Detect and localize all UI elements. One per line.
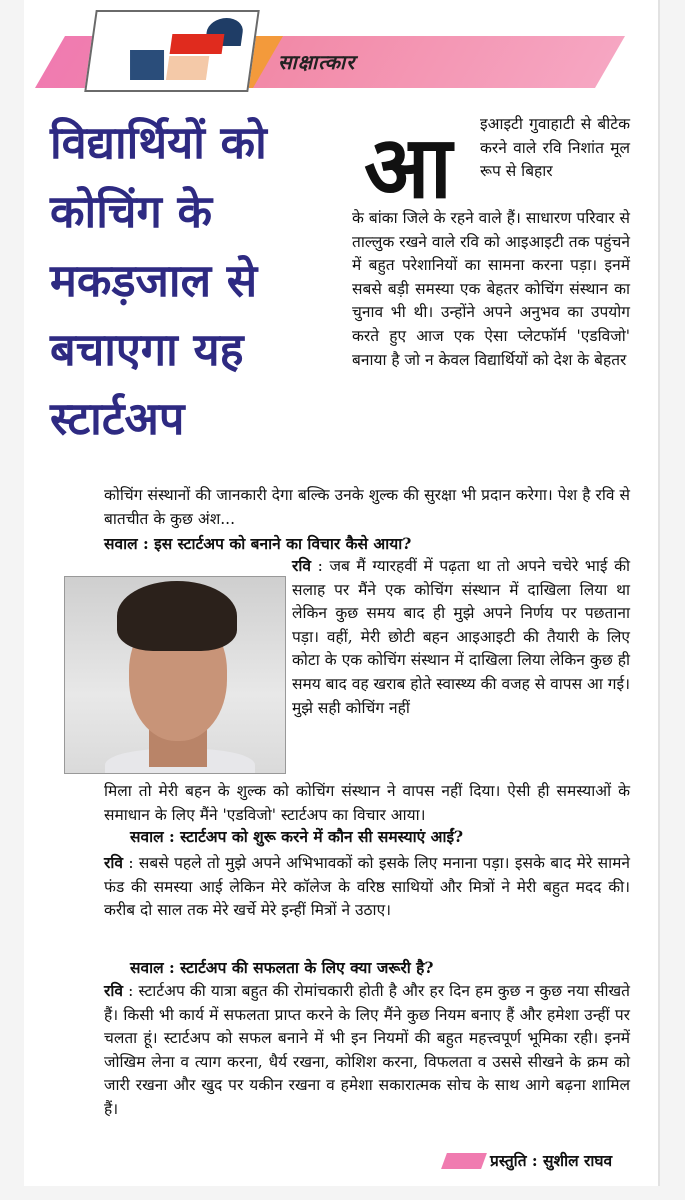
logo-shape [170,34,225,54]
logo-shape [166,56,209,80]
answer-2 [104,851,630,923]
answer-1-text: : जब मैं ग्यारहवीं में पढ़ता था तो अपने चचेरे भाई की सलाह पर मैंने एक कोचिंग संस्थान में दाखिला लिया था लेकिन कुछ समय बाद ही मुझे अपने निर्णय पर पछताना पड़ा। वहीं, मेरी छोटी बहन आइआइटी की तैयारी के लिए कोटा के एक कोचिंग संस्थान में दाखिला लिया लेकिन कुछ ही समय बाद वह खराब होते स्वास्थ्य की वजह से वापस आ गई। मुझे सही कोचिंग नहीं [292,557,630,717]
answer-1-top [292,554,630,720]
headline-line: विद्यार्थियों को [50,116,267,169]
answer-label: रवि [104,981,123,1000]
logo-shape [130,50,164,80]
headline-line: कोचिंग के [50,185,213,238]
intro-paragraph-full: कोचिंग संस्थानों की जानकारी देगा बल्कि उनके शुल्क की सुरक्षा भी प्रदान करेगा। पेश है रवि से बातचीत के कुछ अंश... [104,486,630,528]
section-kicker: साक्षात्कार [278,50,356,74]
headline [50,108,360,453]
headline-line: मकड़जाल से [50,254,258,307]
headline-line: बचाएगा यह [50,323,244,376]
question-2: सवाल : स्टार्टअप को शुरू करने में कौन सी समस्याएं आईं? [130,827,464,846]
answer-label: रवि [104,853,123,872]
intro-paragraph-right: के बांका जिले के रहने वाले हैं। साधारण परिवार से ताल्लुक रखने वाले रवि को आइआइटी तक पहुंचने में बहुत परेशानियों का सामना करना पड़ा। इनमें सबसे बड़ी समस्या एक बेहतर कोचिंग संस्थान का चुनाव भी थी। उन्होंने अपने अनुभव का उपयोग करते हुए आज एक ऐसा प्लेटफॉर्म 'एडविजो' बनाया है जो न केवल विद्यार्थियों को देश के बेहतर [352,209,630,369]
answer-2-text: : सबसे पहले तो मुझे अपने अभिभावकों को इसके लिए मनाना पड़ा। इसके बाद मेरे सामने फंड की समस्या आई लेकिन मेरे कॉलेज के वरिष्ठ साथियों और मित्रों ने मेरी बहुत मदद की। करीब दो साल तक मेरे खर्चे मेरे इन्हीं मित्रों ने उठाए। [104,854,630,920]
headline-line: स्टार्टअप [50,392,185,445]
section-banner [50,14,660,100]
answer-3-text: : स्टार्टअप की यात्रा बहुत की रोमांचकारी होती है और हर दिन हम कुछ न कुछ नया सीखते हैं। किसी भी कार्य में सफलता प्राप्त करने के लिए मैंने कुछ नियम बनाए हैं और हमेशा उन्हीं पर चलता हूं। स्टार्टअप को सफल बनाने में भी इन नियमों की बहुत महत्त्वपूर्ण भूमिका रही। इनमें जोखिम लेना व त्याग करना, धैर्य रखना, कोशिश करना, विफलता व उससे सीखने के क्रम को जारी रखना और खुद पर यकीन रखना व हमेशा सकारात्मक सोच के साथ आगे बढ़ना शामिल हैं। [104,982,630,1118]
answer-label: रवि [292,556,311,575]
byline-marker [441,1153,487,1169]
logo-box [84,10,260,92]
question-3: सवाल : स्टार्टअप की सफलता के लिए क्या जरूरी है? [130,958,434,977]
photo-hair [117,581,237,651]
byline-text: प्रस्तुति : सुशील राघव [490,1151,613,1170]
answer-3 [104,979,630,1122]
answer-1-full: मिला तो मेरी बहन के शुल्क को कोचिंग संस्थान ने वापस नहीं दिया। ऐसी ही समस्याओं के समाधान के लिए मैंने 'एडविजो' स्टार्टअप का विचार आया। [104,782,630,824]
portrait-photo [64,576,286,774]
byline [444,1149,644,1173]
question-1: सवाल : इस स्टार्टअप को बनाने का विचार कैसे आया? [104,534,412,553]
intro-paragraph-top: इआइटी गुवाहाटी से बीटेक करने वाले रवि निशांत मूल रूप से बिहार [480,115,630,181]
drop-cap: आ [364,118,448,218]
